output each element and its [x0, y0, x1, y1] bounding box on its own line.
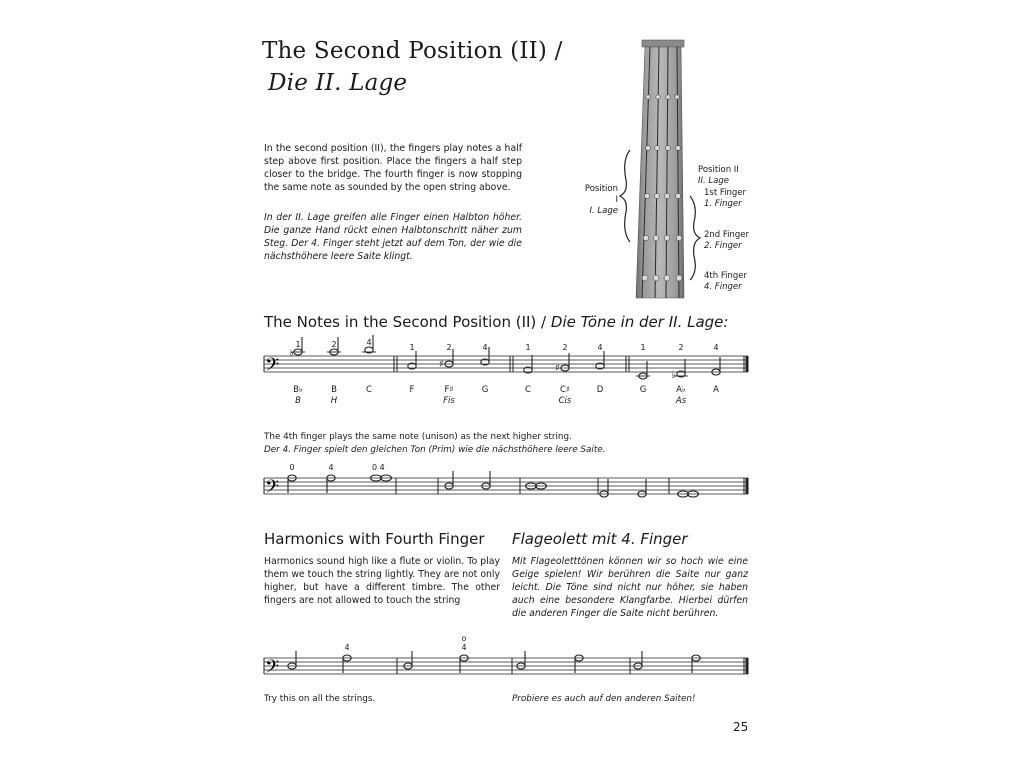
finger2-de: 2. Finger: [704, 241, 742, 251]
note-name-german: As: [675, 396, 687, 406]
svg-text:♯: ♯: [555, 363, 560, 374]
fingering: 2: [678, 343, 684, 352]
position2-de: II. Lage: [698, 176, 729, 186]
finger1-de: 1. Finger: [704, 199, 742, 209]
fingering: 2: [331, 340, 337, 349]
note-name-german: B: [295, 396, 301, 406]
note-name: C: [525, 385, 531, 395]
note-name-german: H: [330, 396, 338, 406]
finger2-en: 2nd Finger: [704, 230, 750, 240]
note-name: G: [481, 385, 489, 395]
note-name: A: [713, 385, 719, 395]
fingering: 0 4: [372, 463, 385, 472]
finger1-en: 1st Finger: [704, 188, 747, 198]
title-line-german: Die II. Lage: [268, 70, 408, 96]
note-name-german: Fis: [443, 396, 455, 406]
note-name: A♭: [676, 385, 686, 395]
note-name: B♭: [293, 385, 303, 395]
finger4-en: 4th Finger: [704, 271, 747, 281]
svg-text:♭: ♭: [289, 348, 294, 359]
fingering: 4: [344, 643, 350, 652]
finger4-de: 4. Finger: [704, 282, 742, 292]
fingering: 4: [328, 463, 334, 472]
note-name-german: Cis: [558, 396, 572, 406]
position1-de: I. Lage: [589, 206, 618, 216]
fingering: 1: [295, 340, 301, 349]
intro-english: In the second position (II), the fingers play notes a half step above first position. Place the fingers a half step closer to the bridge. The fourth finger is now stopping the same note as sounded by the open string above.: [264, 143, 522, 193]
harmonics-heading-de: Flageolett mit 4. Finger: [512, 530, 688, 548]
svg-text:♭: ♭: [671, 370, 676, 381]
position1-en: Position I: [584, 184, 618, 205]
note-name: F: [409, 385, 415, 395]
harmonics-text-de: Mit Flageoletttönen können wir so hoch wie eine Geige spielen! Wir berühren die Saite nur ganz leicht. Die Töne sind nicht nur höher, sie haben auch eine besondere Klangfarbe. Hierbei dürfen die anderen Finger die Saite nicht berühren.: [512, 556, 748, 619]
try-text-en: Try this on all the strings.: [264, 694, 376, 704]
note-name: C: [366, 385, 372, 395]
harmonics-text-en: Harmonics sound high like a flute or violin. To play them we touch the string lightly. They are not only higher, but have a different timbre. The other fingers are not allowed to touch the string: [264, 556, 500, 606]
fingering: 4: [482, 343, 488, 352]
harmonic-mark: o: [461, 634, 467, 643]
svg-text:♯: ♯: [439, 359, 444, 370]
try-text-de: Probiere es auch auf den anderen Saiten!: [512, 694, 696, 704]
position2-en: Position II: [698, 165, 739, 175]
intro-german: In der II. Lage greifen alle Finger einen Halbton höher. Die ganze Hand rückt einen Halbtonschritt näher zum Steg. Der 4. Finger steht jetzt auf dem Ton, der wie die nächsthöhere leere Saite klingt.: [264, 212, 522, 262]
page-number: 25: [733, 720, 749, 734]
svg-text:𝄢: 𝄢: [265, 477, 280, 502]
unison-text-de: Der 4. Finger spielt den gleichen Ton (Prim) wie die nächsthöhere leere Saite.: [264, 445, 606, 455]
note-name: C♯: [559, 385, 571, 395]
notes-heading-en: The Notes in the Second Position (II) /: [264, 313, 547, 331]
fingering: 4: [713, 343, 719, 352]
unison-text-en: The 4th finger plays the same note (unison) as the next higher string.: [264, 432, 572, 442]
fingering: 2: [562, 343, 568, 352]
title-line-english: The Second Position (II) /: [262, 38, 563, 64]
fingering: 4: [366, 338, 372, 347]
fingering: 4: [461, 643, 467, 652]
fingering: 1: [525, 343, 531, 352]
bass-clef-1: 𝄢: [265, 355, 280, 380]
note-name: B: [331, 385, 337, 395]
note-name: G: [639, 385, 647, 395]
notes-heading-de: Die Töne in der II. Lage:: [550, 313, 729, 331]
fingering: 0: [289, 463, 295, 472]
note-name: F♯: [444, 385, 454, 395]
fingering: 2: [446, 343, 452, 352]
fingering: 1: [409, 343, 415, 352]
fingering: 4: [597, 343, 603, 352]
note-name: D: [596, 385, 604, 395]
harmonics-heading-en: Harmonics with Fourth Finger: [264, 530, 485, 548]
svg-text:𝄢: 𝄢: [265, 657, 280, 682]
fingering: 1: [640, 343, 646, 352]
